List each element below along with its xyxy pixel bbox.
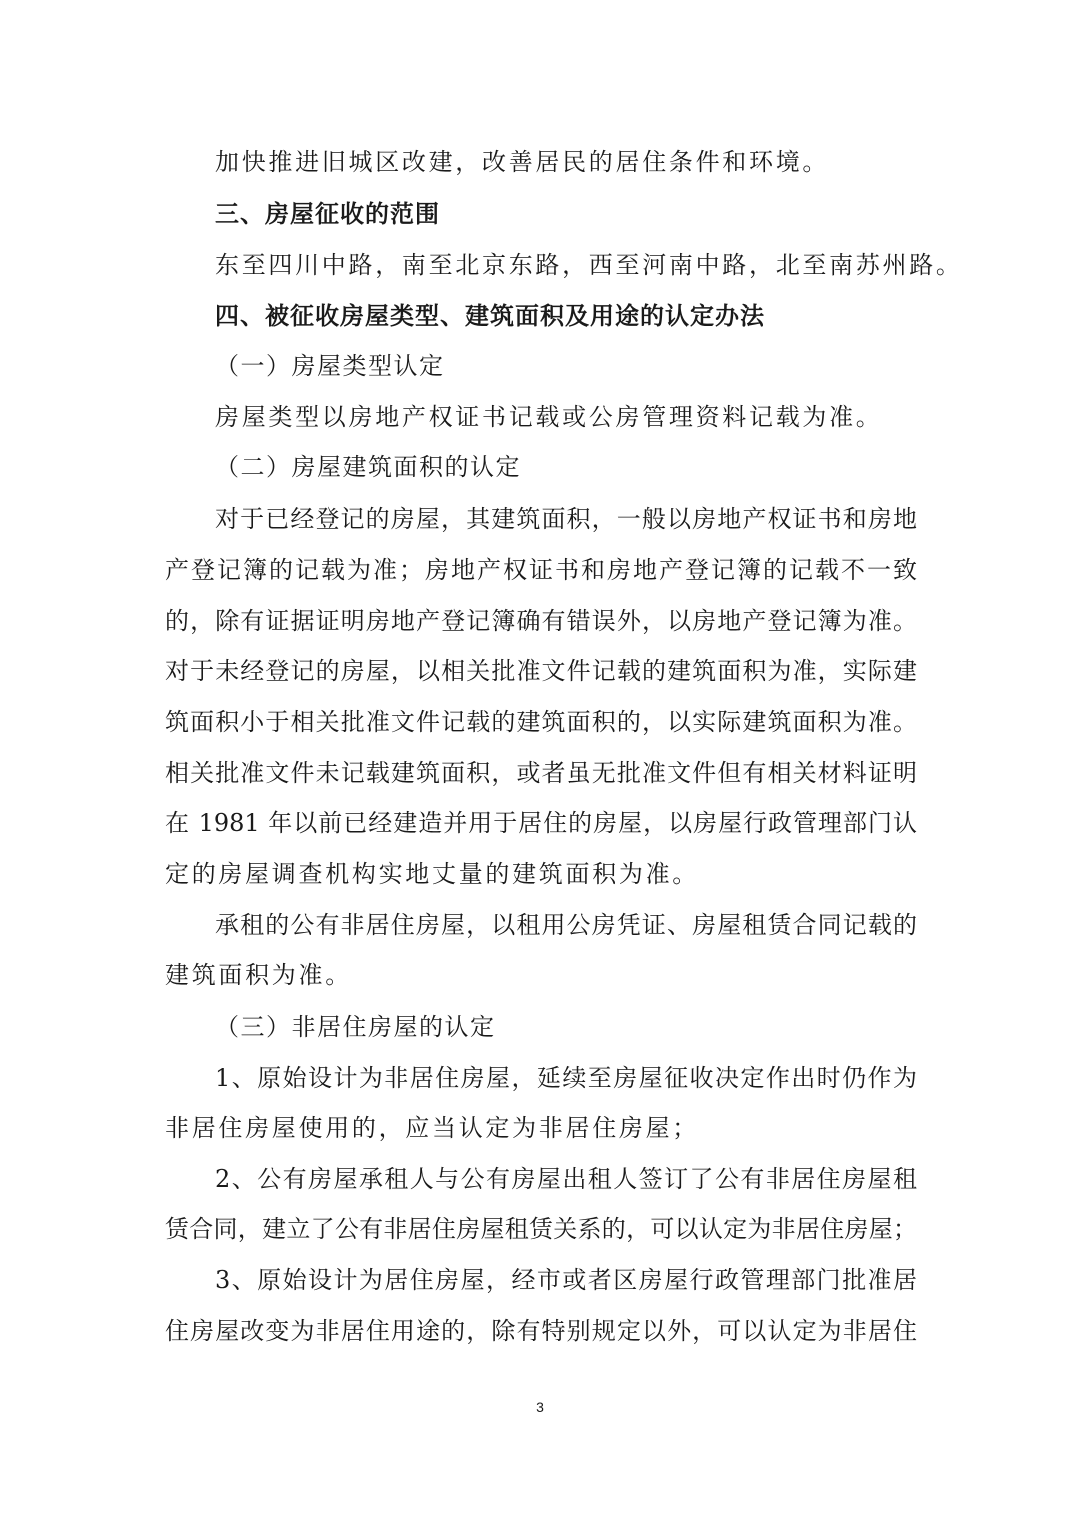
paragraph-line: 的，除有证据证明房地产登记簿确有错误外，以房地产登记簿为准。 — [165, 607, 917, 635]
paragraph-line: 非居住房屋使用的，应当认定为非居住房屋； — [165, 1114, 699, 1142]
paragraph-line: 定的房屋调查机构实地丈量的建筑面积为准。 — [165, 860, 699, 888]
paragraph-line: 产登记簿的记载为准；房地产权证书和房地产登记簿的记载不一致 — [165, 556, 917, 584]
paragraph-line: 筑面积小于相关批准文件记载的建筑面积的，以实际建筑面积为准。 — [165, 708, 917, 736]
paragraph-line: 加快推进旧城区改建，改善居民的居住条件和环境。 — [215, 148, 830, 176]
paragraph-line: 相关批准文件未记载建筑面积，或者虽无批准文件但有相关材料证明 — [165, 759, 917, 787]
subheading-1: （一）房屋类型认定 — [215, 352, 445, 380]
subheading-3: （三）非居住房屋的认定 — [215, 1013, 496, 1041]
paragraph-line: 3、原始设计为居住房屋，经市或者区房屋行政管理部门批准居 — [215, 1266, 917, 1294]
page-number: 3 — [536, 1399, 544, 1415]
paragraph-line: 对于已经登记的房屋，其建筑面积，一般以房地产权证书和房地 — [215, 505, 917, 533]
paragraph-line: 对于未经登记的房屋，以相关批准文件记载的建筑面积为准，实际建 — [165, 657, 917, 685]
paragraph-line: 东至四川中路，南至北京东路，西至河南中路，北至南苏州路。 — [215, 251, 963, 279]
paragraph-line: 在 1981 年以前已经建造并用于居住的房屋，以房屋行政管理部门认 — [165, 809, 917, 837]
section-heading-4: 四、被征收房屋类型、建筑面积及用途的认定办法 — [215, 302, 765, 330]
subheading-2: （二）房屋建筑面积的认定 — [215, 453, 521, 481]
paragraph-line: 1、原始设计为非居住房屋，延续至房屋征收决定作出时仍作为 — [215, 1064, 917, 1092]
paragraph-line: 承租的公有非居住房屋，以租用公房凭证、房屋租赁合同记载的 — [215, 911, 917, 939]
paragraph-line: 赁合同，建立了公有非居住房屋租赁关系的，可以认定为非居住房屋； — [165, 1215, 917, 1243]
paragraph-line: 2、公有房屋承租人与公有房屋出租人签订了公有非居住房屋租 — [215, 1165, 917, 1193]
paragraph-line: 房屋类型以房地产权证书记载或公房管理资料记载为准。 — [215, 403, 883, 431]
paragraph-line: 建筑面积为准。 — [165, 961, 352, 989]
section-heading-3: 三、房屋征收的范围 — [215, 200, 440, 228]
paragraph-line: 住房屋改变为非居住用途的，除有特别规定以外，可以认定为非居住 — [165, 1317, 917, 1345]
